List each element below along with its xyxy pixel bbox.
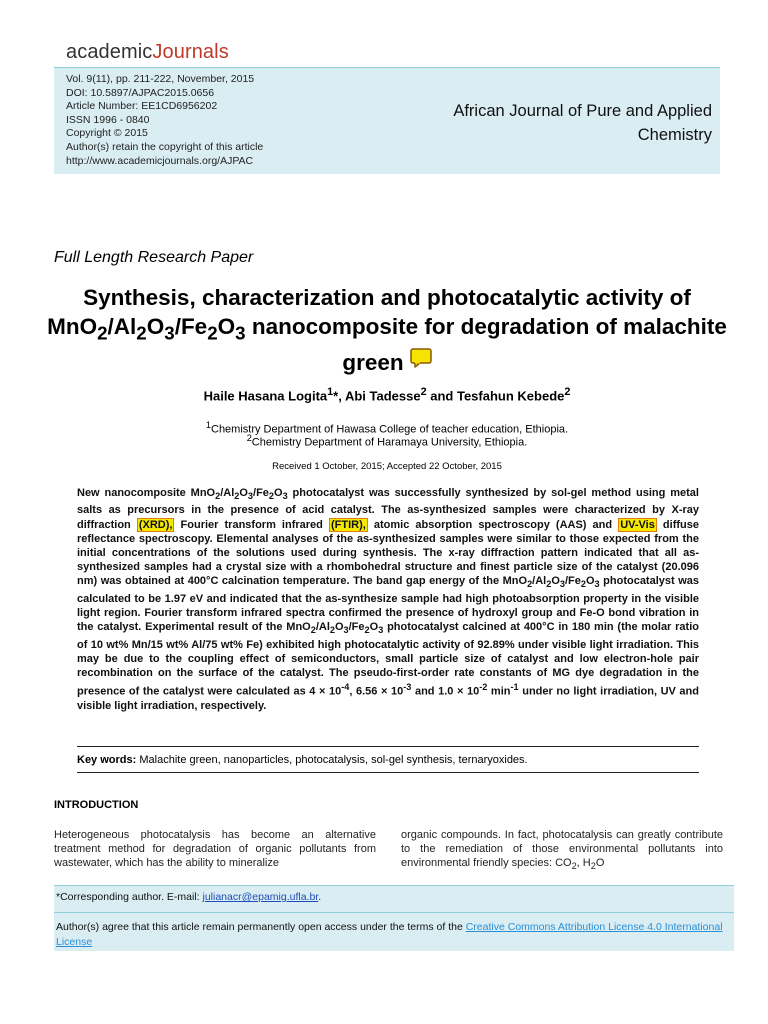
meta-copyright: Copyright © 2015 xyxy=(66,127,148,140)
author-email-link[interactable]: julianacr@epamig.ufla.br xyxy=(202,891,319,903)
meta-url[interactable]: http://www.academicjournals.org/AJPAC xyxy=(66,154,254,167)
highlight-xrd[interactable]: (XRD), xyxy=(138,518,173,531)
license-link[interactable]: Creative Commons Attribution License 4.0 International License xyxy=(56,921,723,948)
keywords xyxy=(77,754,699,766)
logo-journals: Journals xyxy=(152,41,229,63)
meta-rights: Author(s) retain the copyright of this article xyxy=(66,140,264,153)
keywords-bottom-rule xyxy=(77,772,699,773)
intro-column-right: organic compounds. In fact, photocatalysis can greatly contribute to the remediation of those environmental pollutants into environmental friendly species: $CO_2$, $H_2O$ xyxy=(401,829,723,872)
affiliation-2: $^2$Chemistry Department of Haramaya University, Ethiopia. xyxy=(246,433,528,449)
logo-academic: academic xyxy=(66,41,153,63)
article-meta xyxy=(66,73,263,168)
intro-column-left: Heterogeneous photocatalysis has become an alternative treatment method for degradation of organic pollutants from wastewater, which has the ability to mineralize xyxy=(54,829,376,869)
journal-name-line1: African Journal of Pure and Applied xyxy=(453,102,712,120)
corresponding-author: *Corresponding author. E-mail: julianacr@epamig.ufla.br. xyxy=(56,891,322,903)
meta-doi: DOI: 10.5897/AJPAC2015.0656 xyxy=(66,86,215,99)
section-heading-introduction: INTRODUCTION xyxy=(54,799,139,811)
meta-volume: Vol. 9(11), pp. 211-222, November, 2015 xyxy=(66,73,255,85)
journal-name-line2: Chemistry xyxy=(637,126,712,144)
meta-article-number: Article Number: EE1CD6956202 xyxy=(66,100,218,113)
keywords-text: Malachite green, nanoparticles, photocatalysis, sol-gel synthesis, ternaryoxides. xyxy=(136,754,528,766)
received-dates: Received 1 October, 2015; Accepted 22 October, 2015 xyxy=(272,461,502,472)
paper-title: Synthesis, characterization and photocatalytic activity of $MnO_2/Al_2O_3/Fe_2O_3$ nanocomposite for degradation of malachite green xyxy=(47,285,727,375)
license-statement: Author(s) agree that this article remain permanently open access under the terms of the Creative Commons Attribution License 4.0 International License xyxy=(56,921,723,948)
highlight-ftir[interactable]: (FTIR), xyxy=(330,518,366,531)
keywords-top-rule xyxy=(77,746,699,747)
meta-issn: ISSN 1996 - 0840 xyxy=(66,113,150,126)
affiliation-1: $^1$Chemistry Department of Hawasa College of teacher education, Ethiopia. xyxy=(205,420,569,436)
footer-rule xyxy=(54,912,734,913)
article-info-box xyxy=(54,68,720,174)
footer-box xyxy=(54,885,734,951)
abstract: New nanocomposite $MnO_2/Al_2O_3/Fe_2O_3$ photocatalyst was successfully synthesized by sol-gel method using metal salts as precursors in the presence of acid catalyst. The as-synthesized samples were characterized by X-ray diffraction (XRD), Fourier transform infrared (FTIR), atomic absorption spectroscopy (AAS) and UV-Vis diffuse reflectance spectroscopy. Elemental analyses of the as-synthesized samples were similar to those expected from the initial concentrations of the solutions used during synthesis. The x-ray diffraction pattern indicated that all as-synthesized samples had a crystal size with a rhombohedral structure and finest particle size of the catalyst (20.096 nm) was obtained at 400°C calcination temperature. The band gap energy of the $MnO_2/Al_2O_3/Fe_2O_3$ photocatalyst was calculated to be 1.97 eV and indicated that the as-synthesize sample had high photoabsorption property in the visible light region. Fourier transform infrared spectra confirmed the presence of hydroxyl group and Fe-O bond vibration in the catalyst. Experimental result of the $MnO_2/Al_2O_3/Fe_2O_3$ photocatalyst calcined at 400°C in 180 min (the molar ratio of 10 wt% Mn/15 wt% Al/75 wt% Fe) exhibited high photocatalytic activity of 92.89% under visible light irradiation. This may be due to the coupling effect of semiconductors, small particle size of catalyst and low electron-hole pair recombination on the surface of the catalyst. The pseudo-first-order rate constants of MG dye degradation in the presence of the catalyst were calculated as $4 \times 10^{-4}$, $6.56 \times 10^{-3}$ and $1.0 \times 10^{-2}$ $\min^{-1}$ under no light irradiation, UV and visible light irradiation, respectively. xyxy=(77,487,699,713)
paper-type: Full Length Research Paper xyxy=(54,249,254,266)
highlight-uv-vis[interactable]: UV-Vis xyxy=(620,518,655,531)
keywords-label: Key words: xyxy=(77,754,137,766)
logo xyxy=(66,41,229,64)
journal-name xyxy=(412,99,712,147)
author-list: Haile Hasana Logita$^1$*, Abi Tadesse$^2$ and Tesfahun Kebede$^2$ xyxy=(203,386,571,404)
comment-icon[interactable] xyxy=(410,346,432,375)
